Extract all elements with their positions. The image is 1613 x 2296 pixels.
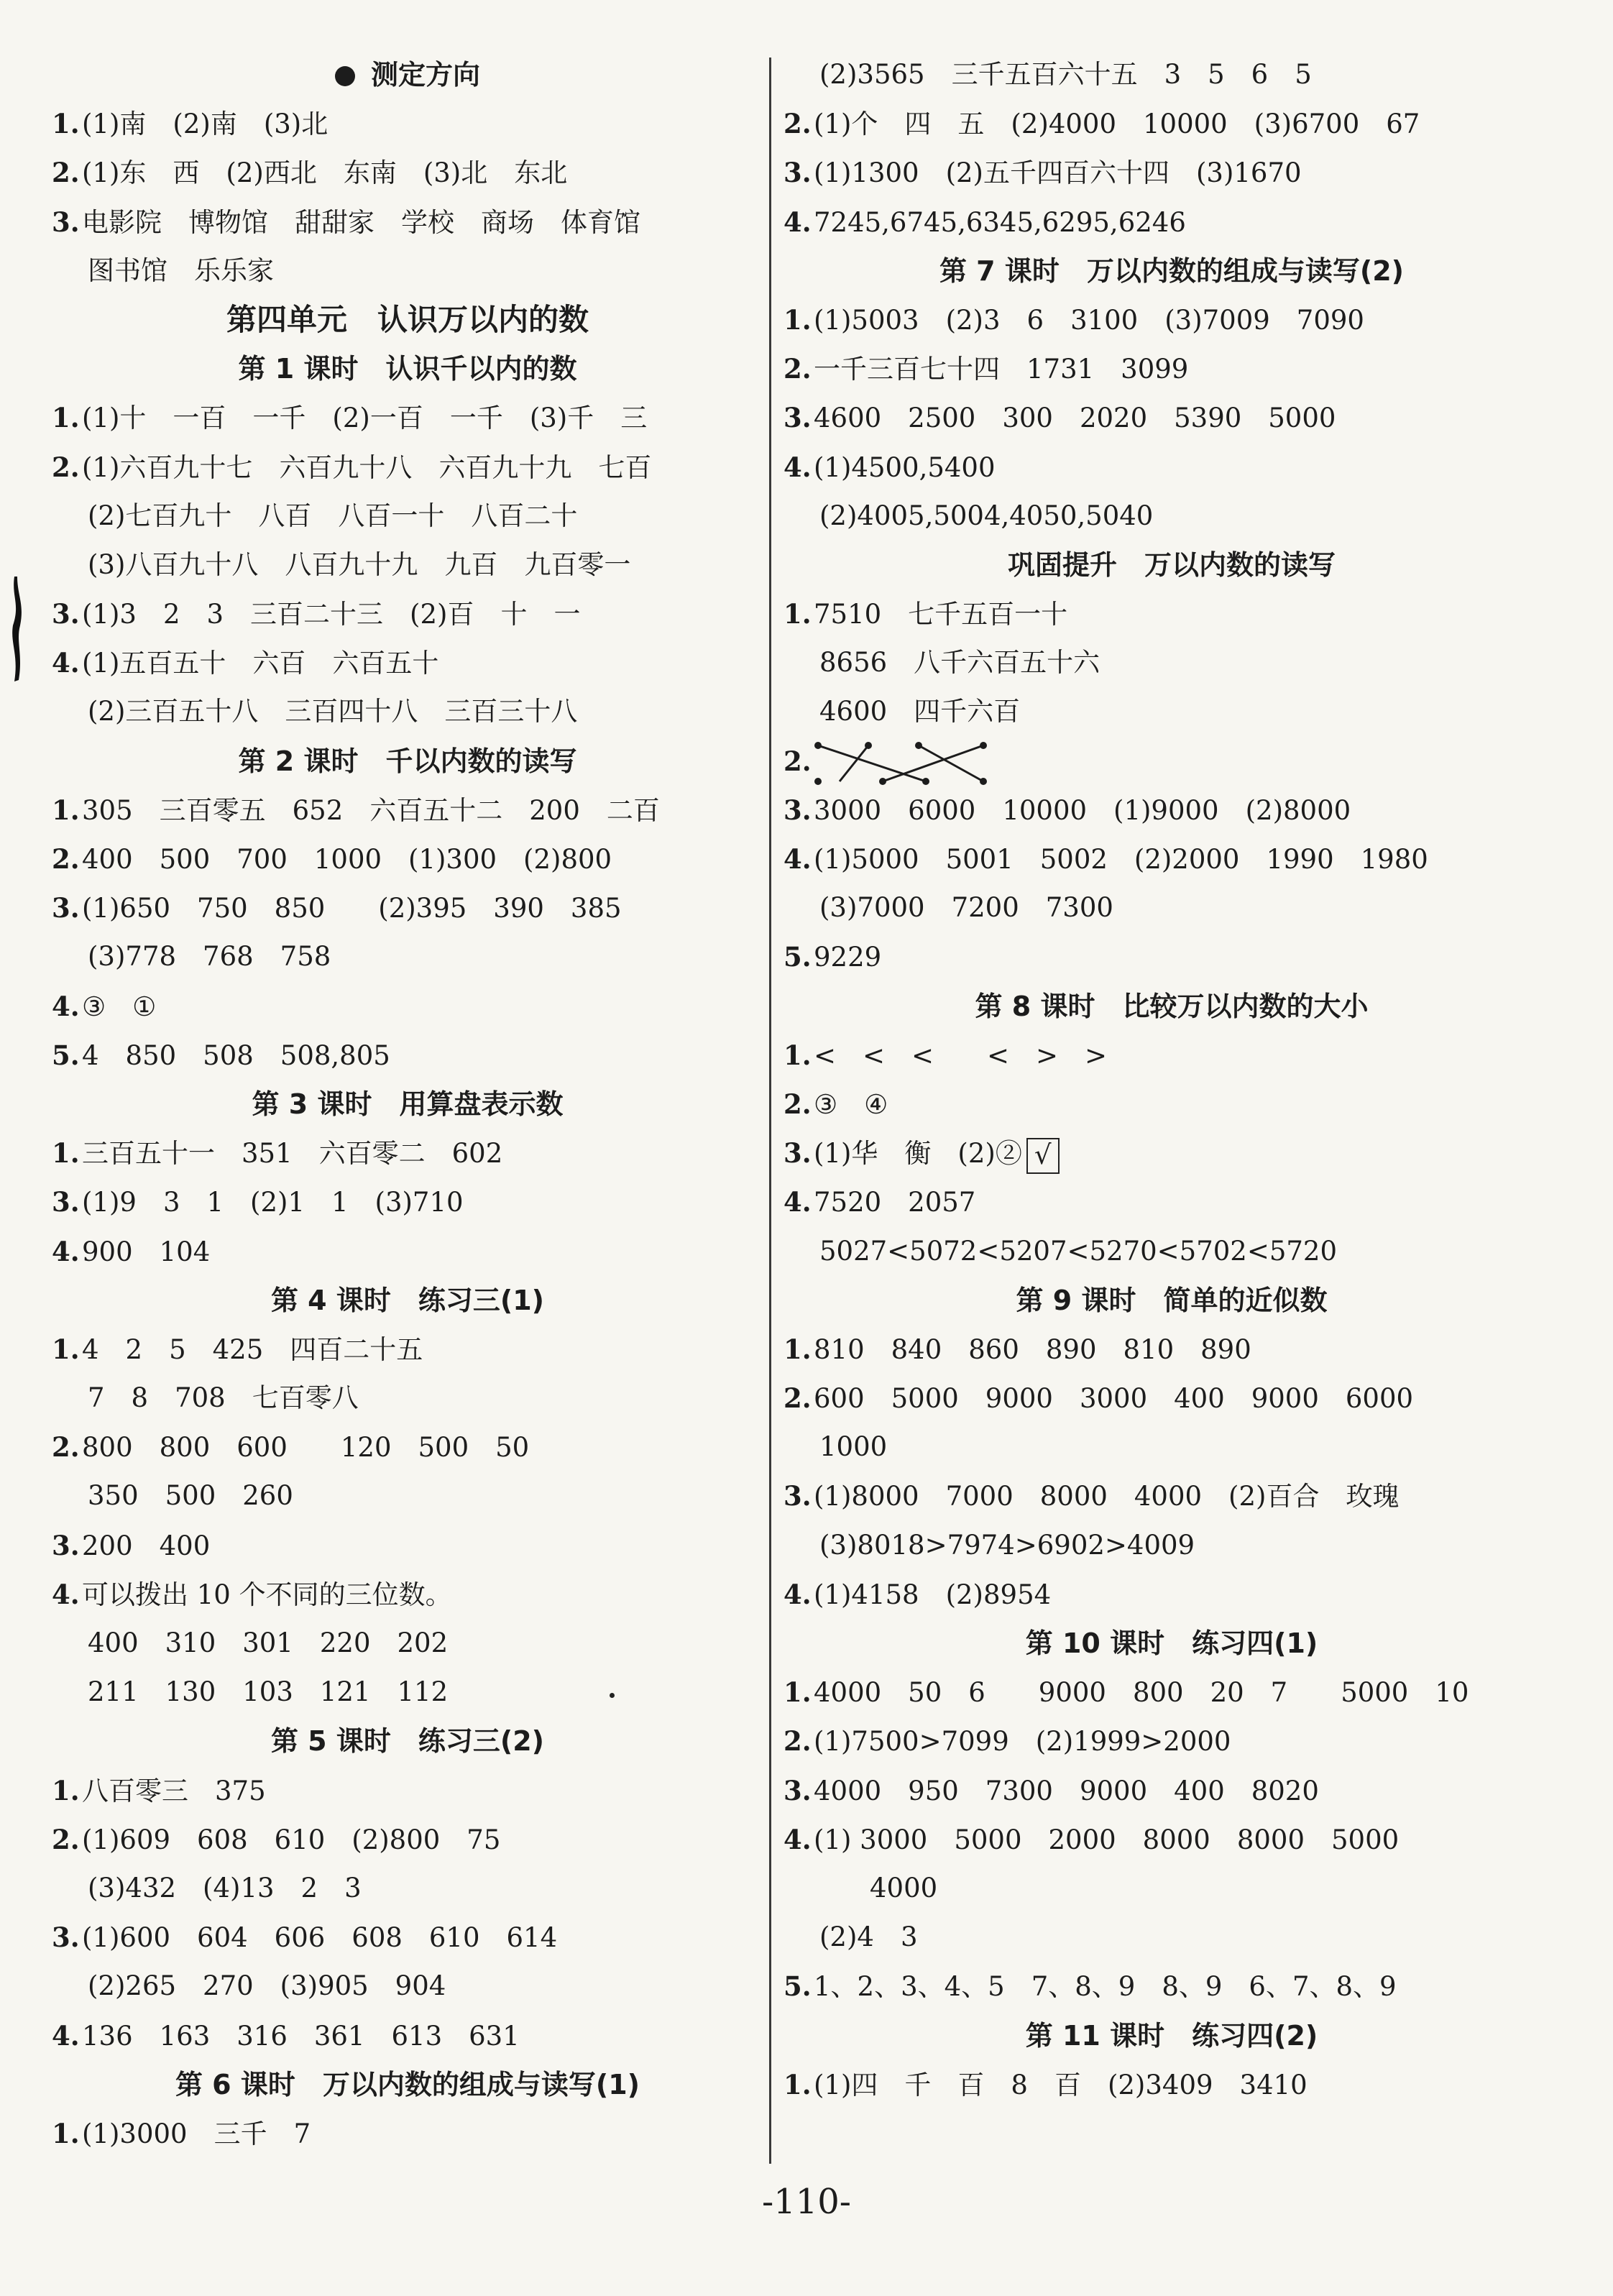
answer-row: 4.(1)4500,5400 xyxy=(783,451,996,483)
answer-row: 4.③ ① xyxy=(52,990,157,1022)
answer-row: 4600 四千六百 xyxy=(819,696,1021,727)
left-column xyxy=(52,50,763,2158)
answer-row: 3.(1)9 3 1 (2)1 1 (3)710 xyxy=(52,1186,464,1218)
answer-row: 4.可以拨出 10 个不同的三位数。 xyxy=(52,1578,452,1610)
lesson-title: 第 6 课时 万以内数的组成与读写(1) xyxy=(175,2068,640,2100)
answer-row: 3.4000 950 7300 9000 400 8020 xyxy=(783,1774,1319,1806)
lesson-title: 第 5 课时 练习三(2) xyxy=(270,1725,545,1758)
answer-row: 2.400 500 700 1000 (1)300 (2)800 xyxy=(52,843,612,875)
answer-row: 1.4000 50 6 9000 800 20 7 5000 10 xyxy=(783,1676,1469,1709)
lesson-title: 第 10 课时 练习四(1) xyxy=(1025,1627,1318,1659)
unit-title: 第四单元 认识万以内的数 xyxy=(226,301,589,337)
answer-row: 1000 xyxy=(819,1431,888,1463)
answer-row: 4.(1)4158 (2)8954 xyxy=(783,1578,1052,1610)
answer-row: 2.(1)六百九十七 六百九十八 六百九十九 七百 xyxy=(52,451,652,483)
answer-row: 4.(1) 3000 5000 2000 8000 8000 5000 xyxy=(783,1823,1400,1855)
answer-row: (3)八百九十八 八百九十九 九百 九百零一 xyxy=(88,548,631,580)
answer-row: (3)7000 7200 7300 xyxy=(819,892,1113,924)
answer-row: 350 500 260 xyxy=(88,1480,293,1512)
answer-row: 1.(1)四 千 百 8 百 (2)3409 3410 xyxy=(783,2068,1308,2100)
lesson-title: 第 8 课时 比较万以内数的大小 xyxy=(975,990,1369,1022)
answer-row: 1.(1)3000 三千 7 xyxy=(52,2117,311,2149)
answer-row: 3.(1)600 604 606 608 610 614 xyxy=(52,1921,558,1954)
answer-row: 1.7510 七千五百一十 xyxy=(783,598,1068,630)
lesson-title: 第 3 课时 用算盘表示数 xyxy=(252,1088,564,1120)
right-column xyxy=(783,50,1560,2109)
answer-row: 1.八百零三 375 xyxy=(52,1774,266,1806)
answer-row: 5.4 850 508 508,805 xyxy=(52,1039,390,1071)
column-divider xyxy=(769,58,771,2164)
answer-row: 3.4600 2500 300 2020 5390 5000 xyxy=(783,402,1336,434)
lesson-title: 第 11 课时 练习四(2) xyxy=(1025,2019,1318,2052)
answer-row: 4.7245,6745,6345,6295,6246 xyxy=(783,206,1186,238)
answer-row: (3)8018>7974>6902>4009 xyxy=(819,1529,1195,1561)
answer-row: 4.900 104 xyxy=(52,1235,211,1267)
answer-row: 1.三百五十一 351 六百零二 602 xyxy=(52,1137,503,1170)
answer-row: 2. xyxy=(783,737,1560,786)
lesson-title: 巩固提升 万以内数的读写 xyxy=(1007,548,1336,581)
answer-row: 400 310 301 220 202 xyxy=(88,1627,449,1658)
answer-row: 2.600 5000 9000 3000 400 9000 6000 xyxy=(783,1382,1414,1415)
lesson-title: 第 4 课时 练习三(1) xyxy=(270,1284,545,1316)
answer-row: 5.1、2、3、4、5 7、8、9 8、9 6、7、8、9 xyxy=(783,1970,1397,2003)
answer-row: 1.810 840 860 890 810 890 xyxy=(783,1333,1251,1365)
checkmark-box: √ xyxy=(1026,1138,1060,1174)
lesson-title: 第 9 课时 简单的近似数 xyxy=(1016,1284,1328,1316)
answer-row: 3.(1)650 750 850 (2)395 390 385 xyxy=(52,892,622,924)
answer-row: 3.(1)8000 7000 8000 4000 (2)百合 玫瑰 xyxy=(783,1480,1400,1512)
answer-row: 4.7520 2057 xyxy=(783,1186,976,1218)
answer-row: 3.电影院 博物馆 甜甜家 学校 商场 体育馆 xyxy=(52,206,640,238)
answer-row: 1.< < < < > > xyxy=(783,1039,1108,1071)
page-number: -110- xyxy=(761,2182,852,2222)
answer-row: 211 130 103 121 112 xyxy=(88,1676,449,1708)
answer-row: (2)4005,5004,4050,5040 xyxy=(819,500,1154,531)
answer-row: 5027<5072<5207<5270<5702<5720 xyxy=(819,1235,1337,1267)
answer-row: 8656 八千六百五十六 xyxy=(819,647,1100,679)
answer-row: (2)4 3 xyxy=(819,1921,918,1953)
answer-row: 7 8 708 七百零八 xyxy=(88,1382,359,1414)
answer-row: 2.③ ④ xyxy=(783,1088,888,1120)
answer-row: 2.(1)7500>7099 (2)1999>2000 xyxy=(783,1725,1231,1758)
answer-row: 1.(1)5003 (2)3 6 3100 (3)7009 7090 xyxy=(783,303,1364,336)
lesson-title: 第 7 课时 万以内数的组成与读写(2) xyxy=(939,254,1405,287)
answer-row: 2.(1)东 西 (2)西北 东南 (3)北 东北 xyxy=(52,157,568,189)
answer-row: (2)三百五十八 三百四十八 三百三十八 xyxy=(88,696,578,727)
answer-row: 1.(1)十 一百 一千 (2)一百 一千 (3)千 三 xyxy=(52,402,648,434)
answer-row: 4000 xyxy=(870,1872,938,1904)
answer-row: 2.(1)609 608 610 (2)800 75 xyxy=(52,1823,501,1855)
answer-row: (3)778 768 758 xyxy=(88,941,331,973)
lesson-title: 第 2 课时 千以内数的读写 xyxy=(238,745,577,777)
answer-row: 3.200 400 xyxy=(52,1529,211,1561)
answer-row: 3.3000 6000 10000 (1)9000 (2)8000 xyxy=(783,794,1351,826)
answer-row: 2.800 800 600 120 500 50 xyxy=(52,1431,530,1464)
ink-smudge xyxy=(4,575,26,683)
answer-row: 4.(1)5000 5001 5002 (2)2000 1990 1980 xyxy=(783,843,1428,875)
answer-row: 3.(1)华 衡 (2)② √ xyxy=(783,1129,1560,1177)
answer-row: (2)3565 三千五百六十五 3 5 6 5 xyxy=(819,59,1312,90)
section-title: 测定方向 xyxy=(52,50,763,99)
matching-lines-diagram xyxy=(814,738,1001,789)
answer-row: 1.(1)南 (2)南 (3)北 xyxy=(52,108,328,140)
answer-row: 图书馆 乐乐家 xyxy=(88,254,274,286)
answer-row: 3.(1)3 2 3 三百二十三 (2)百 十 一 xyxy=(52,598,581,630)
answer-row: 4.136 163 316 361 613 631 xyxy=(52,2019,520,2052)
answer-row: 4.(1)五百五十 六百 六百五十 xyxy=(52,647,439,679)
answer-row: 2.(1)个 四 五 (2)4000 10000 (3)6700 67 xyxy=(783,108,1420,140)
answer-row: 5.9229 xyxy=(783,941,882,973)
lesson-title: 第 1 课时 认识千以内的数 xyxy=(238,353,577,385)
answer-row: (2)七百九十 八百 八百一十 八百二十 xyxy=(88,500,578,531)
answer-row: 1.4 2 5 425 四百二十五 xyxy=(52,1333,423,1365)
answer-row: (2)265 270 (3)905 904 xyxy=(88,1970,446,2002)
bullet-icon xyxy=(335,66,355,86)
answer-row: 2.一千三百七十四 1731 3099 xyxy=(783,353,1189,385)
answer-row: 3.(1)1300 (2)五千四百六十四 (3)1670 xyxy=(783,157,1302,189)
answer-row: (3)432 (4)13 2 3 xyxy=(88,1872,362,1904)
answer-row: 1.305 三百零五 652 六百五十二 200 二百 xyxy=(52,794,660,826)
